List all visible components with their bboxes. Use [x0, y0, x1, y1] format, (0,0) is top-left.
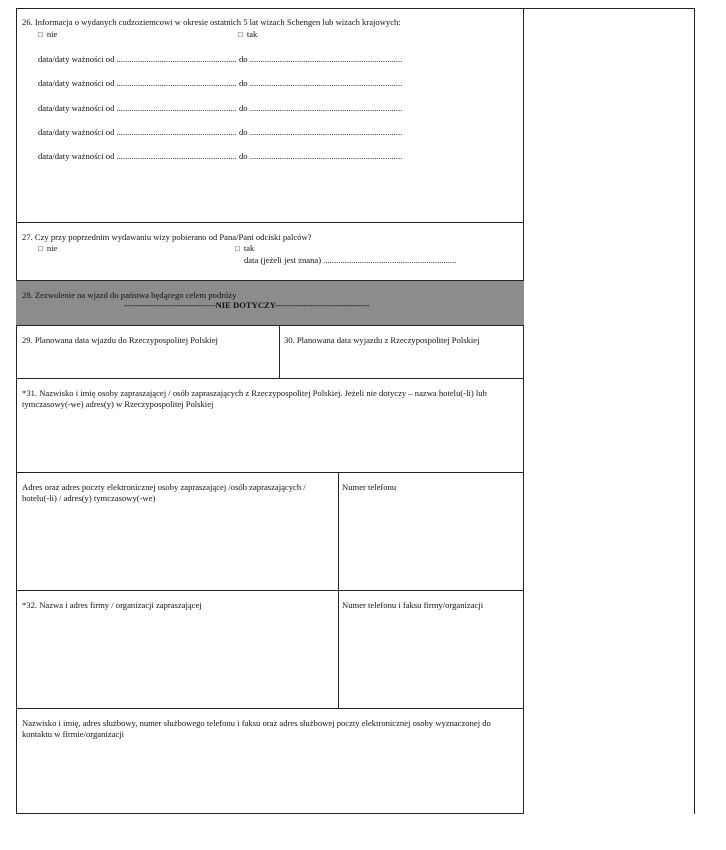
q26-date-row-3[interactable]: data/daty ważności od ........................................................ do .......................................................................: [38, 103, 403, 113]
q27-label: 27. Czy przy poprzednim wydawaniu wizy pobierano od Pana/Pani odciski palców?: [22, 232, 312, 242]
q31-label: *31. Nazwisko i imię osoby zapraszającej / osób zapraszających z Rzeczypospolitej Polskiej. Jeżeli nie dotyczy – nazwa hotelu(-li) lub tymczasowy(-we) adres(y) w Rzeczypospolitej Polskiej: [22, 388, 487, 409]
divider-32-phone: [338, 591, 339, 709]
q27-option-yes[interactable]: [235, 243, 254, 254]
q26-option-yes-label: tak: [246, 29, 258, 39]
inviter-address-label: Adres oraz adres poczty elektronicznej osoby zapraszającej /osób zapraszających / hotelu(-li) / adres(y) tymczasowy(-we): [22, 482, 306, 503]
checkbox-icon: □: [38, 244, 43, 253]
section-28: [16, 281, 524, 326]
q26-date-row-1[interactable]: data/daty ważności od ........................................................ do .......................................................................: [38, 54, 403, 64]
q26-date-row-4[interactable]: data/daty ważności od ........................................................ do .......................................................................: [38, 127, 403, 137]
section-31: [16, 379, 524, 473]
q27-option-no[interactable]: [38, 243, 57, 254]
q32-label: *32. Nazwa i adres firmy / organizacji zapraszającej: [22, 600, 202, 610]
section-29-30: [16, 326, 524, 379]
q28-not-applicable: --------------------------------NIE DOTYCZY---------------------------------: [124, 300, 370, 310]
q26-date-row-5[interactable]: data/daty ważności od ........................................................ do .......................................................................: [38, 151, 403, 161]
q26-label: 26. Informacja o wydanych cudzoziemcowi w okresie ostatnich 5 lat wizach Schengen lub wizach krajowych:: [22, 17, 401, 27]
checkbox-icon: □: [238, 30, 243, 39]
inviter-phone-label: Numer telefonu: [342, 482, 397, 492]
q26-option-no[interactable]: [38, 29, 57, 40]
checkbox-icon: □: [38, 30, 43, 39]
checkbox-icon: □: [235, 244, 240, 253]
section-27: [16, 223, 524, 281]
contact-person-label: Nazwisko i imię, adres służbowy, numer służbowego telefonu i faksu oraz adres służbowej poczty elektronicznej osoby wyznaczonej do kontaktu w firmie/organizacji: [22, 718, 491, 739]
divider-inviter-phone: [338, 473, 339, 591]
divider-29-30: [279, 326, 280, 379]
q27-option-yes-label: tak: [243, 243, 255, 253]
q28-label: 28. Zezwolenie na wjazd do państwa będącego celem podróży: [22, 290, 237, 300]
q29-label: 29. Planowana data wjazdu do Rzeczypospolitej Polskiej: [22, 335, 218, 345]
q26-date-row-2[interactable]: data/daty ważności od ........................................................ do .......................................................................: [38, 78, 403, 88]
q27-option-no-label: nie: [46, 243, 58, 253]
q26-option-yes[interactable]: [238, 29, 257, 40]
section-26: [16, 8, 524, 223]
section-inviter-address: [16, 473, 524, 591]
q32-phone-fax-label: Numer telefonu i faksu firmy/organizacji: [342, 600, 484, 610]
q27-date-line[interactable]: data (jeżeli jest znana) ..............................................................: [244, 255, 457, 265]
section-contact-person: [16, 709, 524, 814]
section-32: [16, 591, 524, 709]
q30-label: 30. Planowana data wyjazdu z Rzeczypospolitej Polskiej: [284, 335, 480, 345]
q26-option-no-label: nie: [46, 29, 58, 39]
